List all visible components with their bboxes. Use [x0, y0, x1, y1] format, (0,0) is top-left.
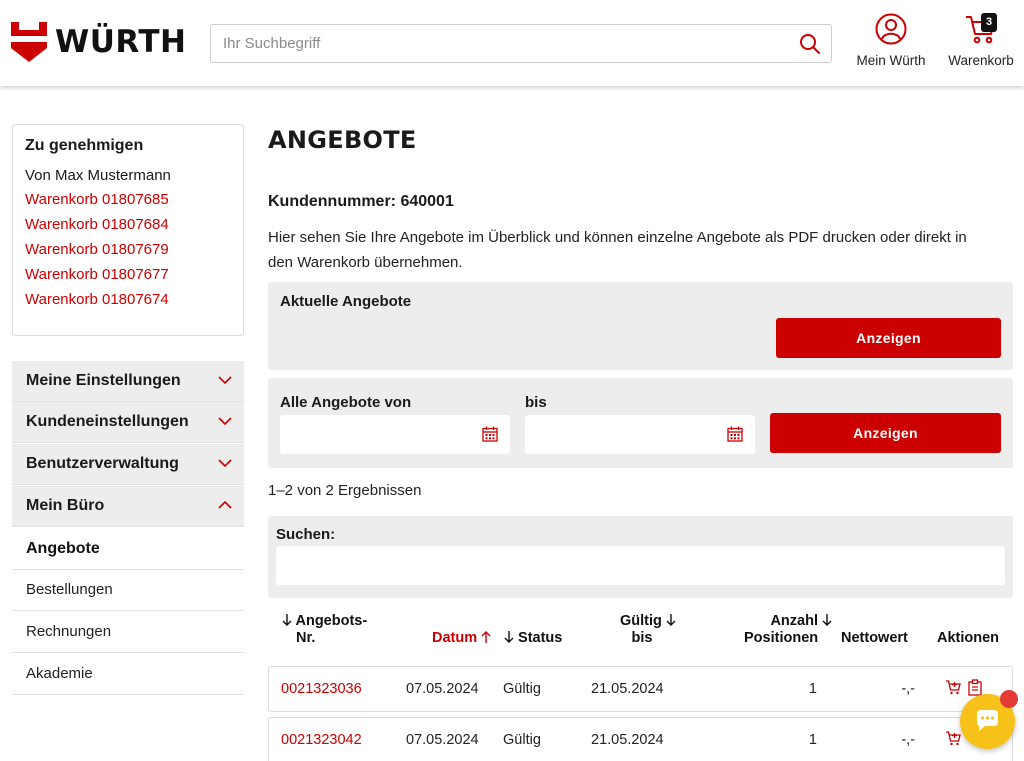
column-header-label: Aktionen: [937, 630, 1000, 646]
arrow-down-icon: [822, 613, 832, 627]
date-from-label: Alle Angebote von: [280, 394, 412, 411]
approval-cart-link[interactable]: Warenkorb 01807679: [25, 241, 169, 258]
show-date-range-button[interactable]: Anzeigen: [770, 413, 1001, 453]
sidebar-item-label: Akademie: [26, 665, 93, 682]
sidebar-section-my-office[interactable]: [12, 486, 244, 527]
date-range-panel: [268, 378, 1013, 468]
search-icon[interactable]: [799, 33, 821, 55]
column-header-actions: [937, 630, 999, 647]
approvals-title: Zu genehmigen: [25, 137, 144, 154]
table-search-label: Suchen:: [276, 526, 336, 543]
approval-cart-link[interactable]: Warenkorb 01807684: [25, 216, 169, 233]
calendar-icon[interactable]: [482, 426, 498, 442]
arrow-down-icon: [666, 613, 676, 627]
offer-status: Gültig: [503, 732, 541, 748]
offer-valid-until: 21.05.2024: [591, 732, 664, 748]
table-search-panel: [268, 516, 1013, 598]
my-wurth-button[interactable]: [854, 13, 928, 68]
offer-net-value: -,-: [901, 732, 915, 748]
arrow-down-icon: [282, 613, 292, 627]
wurth-logo[interactable]: [11, 22, 186, 62]
column-header-date[interactable]: [432, 630, 491, 647]
approval-cart-link[interactable]: Warenkorb 01807677: [25, 266, 169, 283]
sidebar-item-label: Bestellungen: [26, 581, 113, 598]
my-wurth-label: Mein Würth: [856, 53, 926, 68]
offer-number-link[interactable]: 0021323042: [281, 732, 362, 748]
chevron-down-icon: [218, 458, 232, 468]
sidebar-item-orders[interactable]: [12, 569, 244, 611]
arrow-up-icon: [481, 630, 491, 644]
sidebar-section-label: Mein Büro: [26, 497, 105, 514]
column-header-offer-number[interactable]: [282, 613, 367, 647]
results-count: 1–2 von 2 Ergebnissen: [268, 482, 422, 499]
approval-cart-link[interactable]: Warenkorb 01807685: [25, 191, 169, 208]
approvals-box: [12, 124, 244, 336]
chevron-up-icon: [218, 500, 232, 510]
sidebar-item-invoices[interactable]: [12, 611, 244, 653]
column-header-positions[interactable]: [744, 613, 832, 647]
approval-cart-link[interactable]: Warenkorb 01807674: [25, 291, 169, 308]
search-box[interactable]: [210, 24, 832, 63]
table-row: [268, 666, 1013, 712]
chevron-down-icon: [218, 416, 232, 426]
intro-text: Hier sehen Sie Ihre Angebote im Überblick und können einzelne Angebote als PDF drucken oder direkt in den Warenkorb übernehmen.: [268, 229, 967, 271]
chat-notification-dot: [1000, 690, 1018, 708]
sidebar-section-label: Kundeneinstellungen: [26, 413, 189, 430]
offer-positions: 1: [808, 681, 817, 697]
sidebar-item-offers[interactable]: [12, 528, 244, 570]
brand-name: WÜRTH: [55, 24, 187, 60]
column-header-label: Nettowert: [841, 630, 908, 646]
column-header-label: Gültig: [620, 613, 662, 629]
column-header-status[interactable]: [504, 630, 562, 647]
column-header-label: Nr.: [296, 630, 316, 646]
sidebar-item-academy[interactable]: [12, 653, 244, 695]
column-header-label: Datum: [432, 630, 478, 646]
sidebar-section-user-management[interactable]: [12, 444, 244, 485]
customer-number: Kundennummer: 640001: [268, 193, 454, 210]
offer-net-value: -,-: [901, 681, 915, 697]
cart-count-badge: 3: [981, 13, 997, 32]
offer-date: 07.05.2024: [406, 681, 479, 697]
calendar-icon[interactable]: [727, 426, 743, 442]
arrow-down-icon: [504, 630, 514, 644]
table-row: [268, 717, 1013, 761]
offer-valid-until: 21.05.2024: [591, 681, 664, 697]
column-header-label: Angebots-: [295, 613, 368, 629]
column-header-label: bis: [631, 630, 653, 646]
offer-positions: 1: [808, 732, 817, 748]
offer-date: 07.05.2024: [406, 732, 479, 748]
column-header-label: Positionen: [744, 630, 819, 646]
sidebar-section-settings[interactable]: [12, 361, 244, 402]
column-header-valid-until[interactable]: [620, 613, 676, 647]
table-search-input[interactable]: [276, 546, 1005, 585]
approvals-from: Von Max Mustermann: [25, 167, 171, 184]
column-header-label: Anzahl: [770, 613, 818, 629]
sidebar-item-label: Angebote: [26, 539, 100, 557]
date-from-input[interactable]: [280, 415, 510, 454]
search-input[interactable]: [211, 25, 771, 62]
sidebar-section-label: Meine Einstellungen: [26, 372, 181, 389]
show-current-offers-button[interactable]: Anzeigen: [776, 318, 1001, 358]
column-header-label: Status: [518, 630, 563, 646]
current-offers-label: Aktuelle Angebote: [280, 293, 412, 310]
current-offers-panel: [268, 282, 1013, 370]
chevron-down-icon: [218, 375, 232, 385]
date-to-label: bis: [525, 394, 547, 411]
cart-label: Warenkorb: [948, 53, 1014, 68]
sidebar-section-label: Benutzerverwaltung: [26, 455, 179, 472]
offer-status: Gültig: [503, 681, 541, 697]
date-to-input[interactable]: [525, 415, 755, 454]
wurth-logo-icon: [11, 22, 47, 62]
cart-button[interactable]: [946, 13, 1016, 68]
column-header-net-value: [841, 630, 908, 647]
user-icon: [875, 13, 907, 45]
offer-number-link[interactable]: 0021323036: [281, 681, 362, 697]
page-title: ANGEBOTE: [268, 126, 417, 154]
sidebar-item-label: Rechnungen: [26, 623, 112, 640]
sidebar-section-customer-settings[interactable]: [12, 402, 244, 443]
site-header: [0, 0, 1024, 86]
